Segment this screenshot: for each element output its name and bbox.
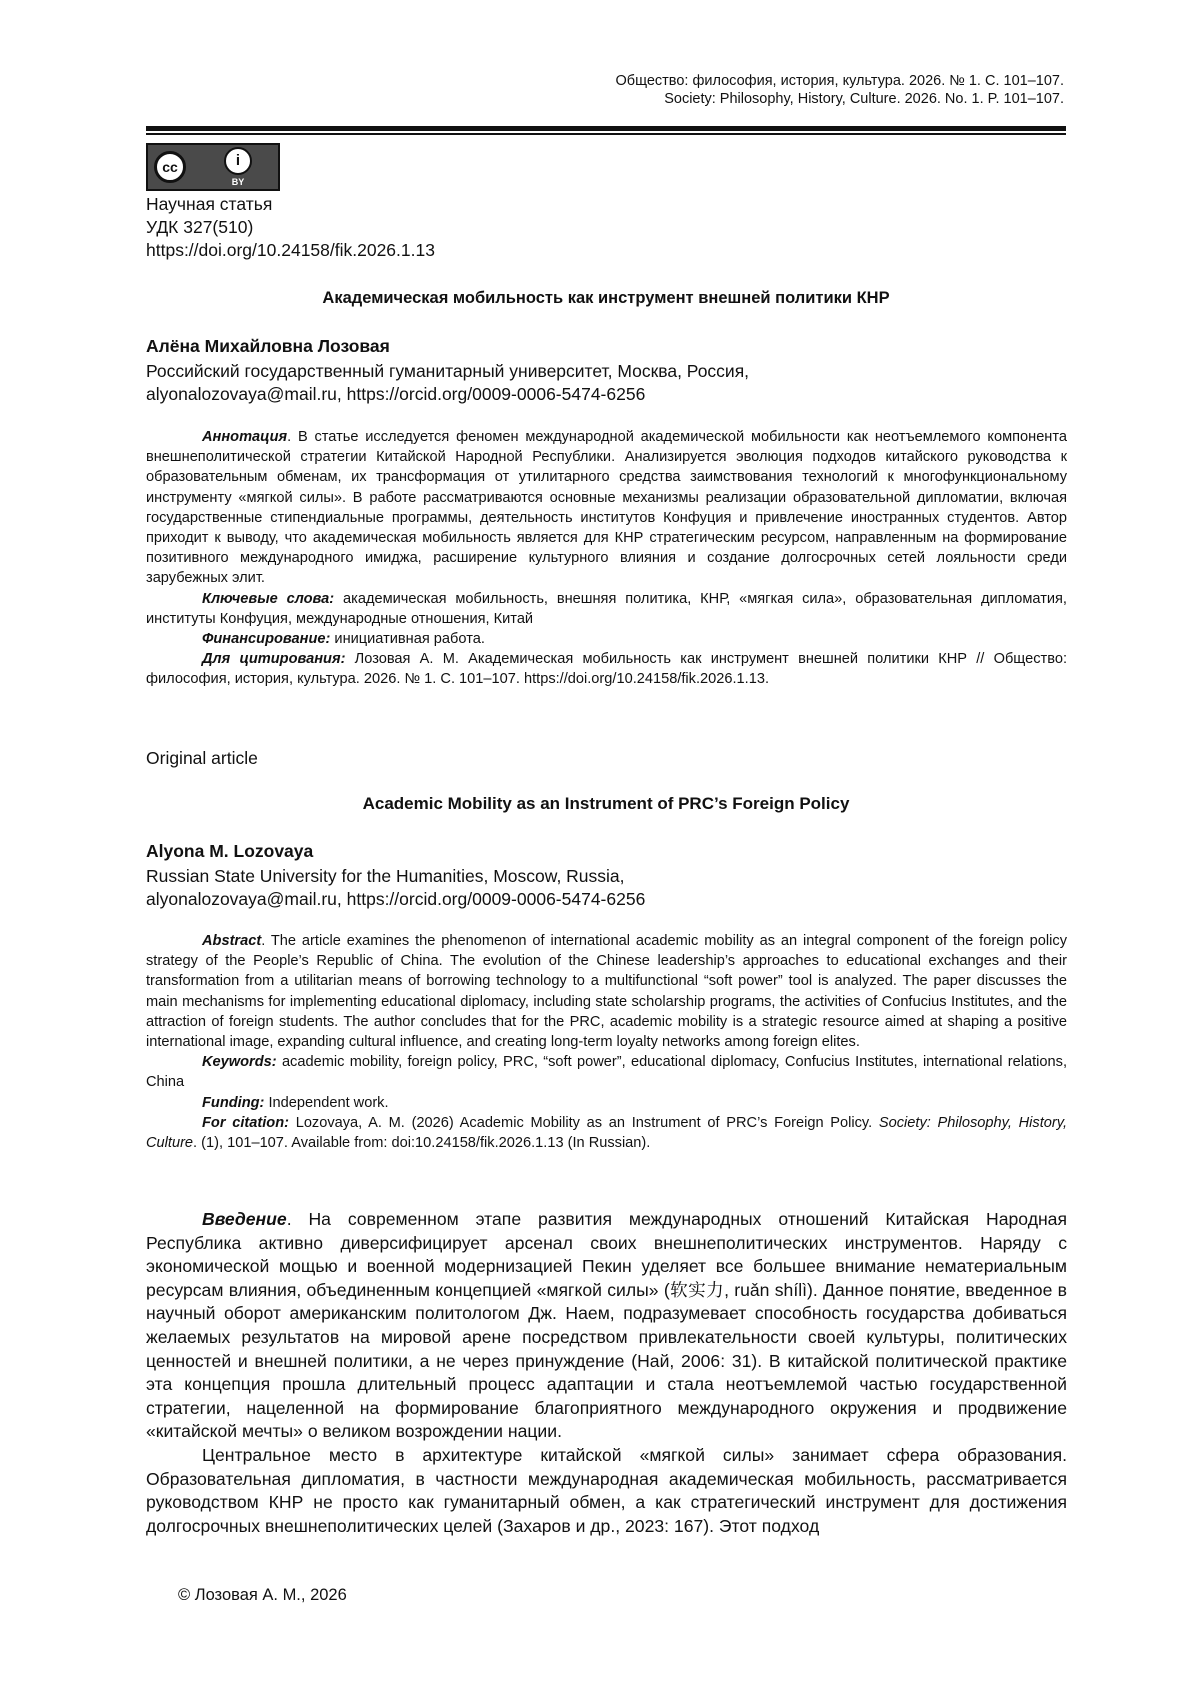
udc-code: УДК 327(510) bbox=[146, 217, 254, 237]
author-name-en: Alyona M. Lozovaya bbox=[146, 841, 314, 861]
keywords-text-ru: академическая мобильность, внешняя политика, КНР, «мягкая сила», образовательная дипломатия, институты Конфуция, международные отношения, Китай bbox=[146, 590, 1067, 627]
header-rule-thick bbox=[146, 126, 1066, 131]
funding-label-ru: Финансирование: bbox=[202, 631, 331, 648]
abstract-text-ru: . В статье исследуется феномен международной академической мобильности как неотъемлемого компонента внешнеполитической стратегии Китайской Народной Республики. Анализируется эволюция подходов китайского руководства к образовательным обменам, их трансформация от утилитарного средства заимствования технологий к многофункциональному инструменту «мягкой силы». В работе рассматриваются основные механизмы реализации образовательной дипломатии, включая государственные стипендиальные программы, деятельность институтов Конфуция и привлечение иностранных студентов. Автор приходит к выводу, что академическая мобильность является для КНР стратегическим ресурсом, направленным на формирование позитивного международного имиджа, расширение культурного влияния и создание долгосрочных сетей лояльности среди зарубежных элит. bbox=[146, 429, 1067, 587]
citation-en bbox=[146, 1113, 1067, 1153]
affiliation-en: Russian State University for the Humanities, Moscow, Russia, bbox=[146, 866, 625, 886]
author-affiliation-ru bbox=[146, 360, 1066, 406]
citation-label-ru: Для цитирования: bbox=[202, 651, 346, 668]
abstract-label-ru: Аннотация bbox=[202, 429, 288, 445]
keywords-label-en: Keywords: bbox=[202, 1054, 277, 1071]
citation-text-ru: Лозовая А. М. Академическая мобильность как инструмент внешней политики КНР // Общество: философия, история, культура. 2026. № 1. С. 101–107. https://doi.org/10.24158/fik.2026.1.13. bbox=[146, 651, 1068, 688]
abstract-en bbox=[146, 931, 1067, 1153]
funding-ru bbox=[146, 629, 1067, 649]
article-meta bbox=[146, 193, 435, 262]
contacts-en[interactable]: alyonalozovaya@mail.ru, https://orcid.org/0009-0006-5474-6256 bbox=[146, 889, 646, 909]
citation-text-en-2: . (1), 101–107. Available from: doi:10.24158/fik.2026.1.13 (In Russian). bbox=[193, 1135, 651, 1152]
affiliation-ru: Российский государственный гуманитарный университет, Москва, Россия, bbox=[146, 361, 750, 381]
citation-ru bbox=[146, 649, 1067, 689]
funding-en bbox=[146, 1093, 1067, 1113]
keywords-en bbox=[146, 1052, 1067, 1092]
article-type-en: Original article bbox=[146, 748, 258, 768]
body-p1-text: . На современном этапе развития международных отношений Китайская Народная Республика активно диверсифицирует арсенал своих внешнеполитических инструментов. Наряду с экономической мощью и военной модернизацией Пекин уделяет все большее внимание нематериальным ресурсам влияния, объединенным концепцией «мягкой силы» (软实力, ruǎn shílì). Данное понятие, введенное в научный оборот американским политологом Дж. Наем, подразумевает способность государства добиваться желаемых результатов на мировой арене посредством привлекательности своей культуры, политических ценностей и внешней политики, а не через принуждение (Най, 2006: 31). В китайской политической практике эта концепция прошла длительный процесс адаптации и стала неотъемлемой частью государственной стратегии, нацеленной на формирование благоприятного международного окружения и продвижение «китайской мечты» о великом возрождении нации. bbox=[146, 1209, 1067, 1442]
journal-header bbox=[264, 72, 1064, 108]
body-paragraph-1 bbox=[146, 1208, 1067, 1444]
abstract-ru bbox=[146, 427, 1067, 690]
abstract-paragraph-en bbox=[146, 931, 1067, 1052]
by-label: BY bbox=[231, 177, 245, 187]
funding-label-en: Funding: bbox=[202, 1094, 265, 1111]
contacts-ru[interactable]: alyonalozovaya@mail.ru, https://orcid.org/0009-0006-5474-6256 bbox=[146, 384, 646, 404]
citation-label-en: For citation: bbox=[202, 1114, 289, 1131]
keywords-label-ru: Ключевые слова: bbox=[202, 590, 335, 607]
article-title-ru: Академическая мобильность как инструмент внешней политики КНР bbox=[322, 289, 890, 307]
header-rule-thin bbox=[146, 133, 1066, 135]
header-line-ru: Общество: философия, история, культура. 2026. № 1. С. 101–107. bbox=[615, 73, 1064, 89]
keywords-ru bbox=[146, 589, 1067, 629]
article-type: Научная статья bbox=[146, 194, 273, 214]
article-body bbox=[146, 1208, 1067, 1538]
header-line-en: Society: Philosophy, History, Culture. 2026. No. 1. P. 101–107. bbox=[664, 91, 1064, 107]
attribution-person-icon: i bbox=[224, 147, 252, 175]
abstract-text-en: . The article examines the phenomenon of international academic mobility as an integral component of the foreign policy strategy of the People’s Republic of China. The evolution of the Chinese leadership’s approaches to educational exchanges and their transformation from a utilitarian means of borrowing technology to a multifunctional “soft power” tool is analyzed. The paper discusses the main mechanisms for implementing educational diplomacy, including state scholarship programs, the activities of Confucius Institutes, and the attraction of foreign students. The author concludes that for the PRC, academic mobility is a strategic resource aimed at shaping a positive international image, expanding cultural influence, and creating long-term loyalty networks among foreign elites. bbox=[146, 933, 1067, 1051]
doi-link[interactable]: https://doi.org/10.24158/fik.2026.1.13 bbox=[146, 240, 435, 260]
cc-icon: cc bbox=[154, 151, 186, 183]
citation-text-en-1: Lozovaya, A. M. (2026) Academic Mobility as an Instrument of PRC’s Foreign Policy. bbox=[288, 1114, 879, 1131]
author-name-ru: Алёна Михайловна Лозовая bbox=[146, 336, 390, 356]
author-affiliation-en bbox=[146, 865, 1066, 911]
funding-text-ru: инициативная работа. bbox=[330, 631, 485, 648]
citation-journal-en: Society: Philosophy, History, Culture bbox=[146, 1114, 1067, 1152]
cc-by-license-badge[interactable] bbox=[146, 143, 280, 191]
abstract-label-en: Abstract bbox=[202, 933, 262, 949]
funding-text-en: Independent work. bbox=[264, 1094, 389, 1111]
abstract-paragraph-ru bbox=[146, 427, 1067, 589]
keywords-text-en: academic mobility, foreign policy, PRC, “soft power”, educational diplomacy, Confucius Institutes, international relations, China bbox=[146, 1054, 1067, 1091]
body-paragraph-2: Центральное место в архитектуре китайской «мягкой силы» занимает сфера образования. Образовательная дипломатия, в частности международная академическая мобильность, рассматривается руководством КНР не просто как гуманитарный обмен, а как стратегический инструмент для достижения долгосрочных внешнеполитических целей (Захаров и др., 2023: 167). Этот подход bbox=[146, 1444, 1067, 1536]
intro-label: Введение bbox=[202, 1209, 287, 1229]
article-title-en: Academic Mobility as an Instrument of PRC’s Foreign Policy bbox=[362, 794, 850, 813]
copyright-notice: © Лозовая А. М., 2026 bbox=[178, 1586, 347, 1604]
